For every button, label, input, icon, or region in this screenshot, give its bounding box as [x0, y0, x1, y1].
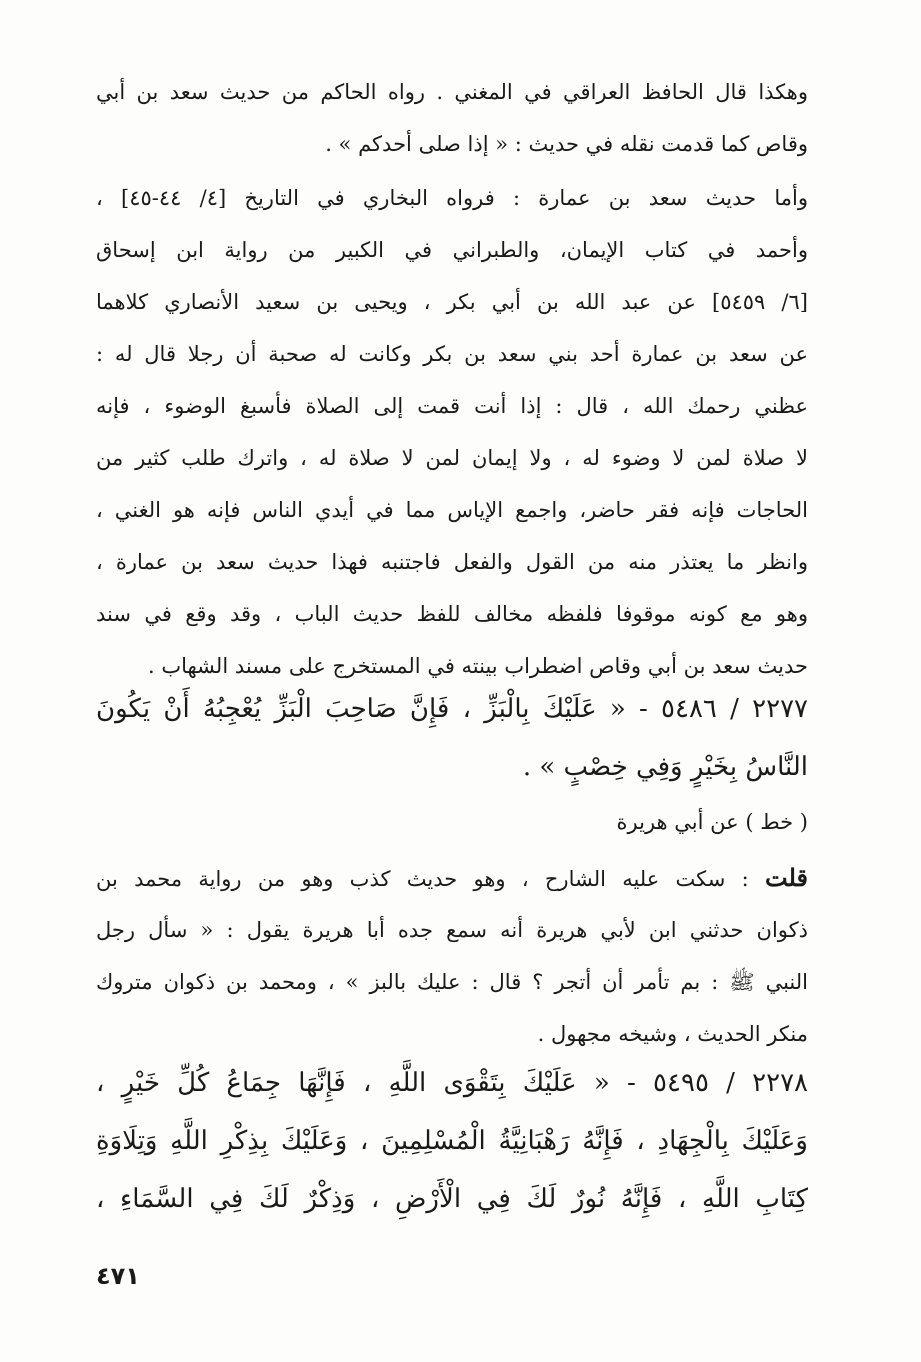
hadith-line: ٢٢٧٧ / ٥٤٨٦ - « عَلَيْكَ بِالْبَزِّ ، فَإِنَّ صَاحِبَ الْبَزِّ يُعْجِبُهُ أَنْ يَكُونَ: [96, 694, 808, 724]
text-line: وأحمد في كتاب الإيمان، والطبراني في الكبير من رواية ابن إسحاق: [96, 238, 808, 262]
text-line: [96, 852, 808, 904]
hadith-2277: [96, 680, 808, 796]
text-line: وهكذا قال الحافظ العراقي في المغني . رواه الحاكم من حديث سعد بن أبي: [96, 80, 808, 104]
text-line: عن سعد بن عمارة أحد بني سعد بن بكر وكانت له صحبة أن رجلا قال له :: [96, 342, 808, 366]
hadith-source: [96, 796, 808, 848]
hadith-line: كِتَابِ اللَّهِ ، فَإِنَّهُ نُورٌ لَكَ فِي الْأَرْضِ ، وَذِكْرٌ لَكَ فِي السَّمَاءِ ،: [96, 1184, 808, 1214]
text-line: عظني رحمك الله ، قال : إذا أنت قمت إلى الصلاة فأسبغ الوضوء ، فإنه: [96, 394, 808, 418]
text-line: وقاص كما قدمت نقله في حديث : « إذا صلى أحدكم » .: [325, 132, 808, 156]
text-fragment: : سكت عليه الشارح ، وهو حديث كذب وهو من رواية محمد بن: [96, 867, 749, 891]
paragraph-qult: [96, 852, 808, 1060]
qult-word: قلت: [765, 863, 808, 892]
hadith-line: وَعَلَيْكَ بِالْجِهَادِ ، فَإِنَّهُ رَهْبَانِيَّةُ الْمُسْلِمِينَ ، وَعَلَيْكَ بِذِكْرِ اللَّهِ وَتِلَاوَةِ: [96, 1126, 808, 1156]
text-line: [٦/ ٥٤٥٩] عن عبد الله بن أبي بكر ، ويحيى بن سعيد الأنصاري كلاهما: [96, 290, 808, 314]
text-line: وانظر ما يعتذر منه من القول والفعل فاجتنبه فهذا حديث سعد بن عمارة ،: [96, 550, 808, 574]
text-line: لا صلاة لمن لا وضوء له ، ولا إيمان لمن لا صلاة له ، واترك طلب كثير من: [96, 446, 808, 470]
text-line: وهو مع كونه موقوفا فلفظه مخالف للفظ حديث الباب ، وقد وقع في سند: [96, 602, 808, 626]
paragraph-2: [96, 172, 808, 692]
page-number: ٤٧١: [96, 1262, 140, 1290]
text-line: ذكوان حدثني ابن لأبي هريرة أنه سمع جده أبا هريرة يقول : « سأل رجل: [96, 918, 808, 942]
text-line: الحاجات فإنه فقر حاضر، واجمع الإياس مما في أيدي الناس فإنه هو الغني ،: [96, 498, 808, 522]
text-line: النبي ﷺ : بم تأمر أن أتجر ؟ قال : عليك بالبز » ، ومحمد بن ذكوان متروك: [96, 970, 808, 994]
paragraph-1: [96, 66, 808, 170]
hadith-2278: [96, 1054, 808, 1228]
text-line: وأما حديث سعد بن عمارة : فرواه البخاري في التاريخ [٤/ ٤٤-٤٥] ،: [96, 186, 808, 210]
hadith-line: النَّاسُ بِخَيْرٍ وَفِي خِصْبٍ » .: [522, 752, 808, 782]
hadith-line: ٢٢٧٨ / ٥٤٩٥ - « عَلَيْكَ بِتَقْوَى اللَّهِ ، فَإِنَّهَا جِمَاعُ كُلِّ خَيْرٍ ،: [96, 1068, 808, 1098]
text-line: حديث سعد بن أبي وقاص اضطراب بينته في المستخرج على مسند الشهاب .: [147, 654, 808, 678]
text-line: منكر الحديث ، وشيخه مجهول .: [537, 1022, 808, 1046]
source-line: ( خط ) عن أبي هريرة: [616, 810, 808, 834]
